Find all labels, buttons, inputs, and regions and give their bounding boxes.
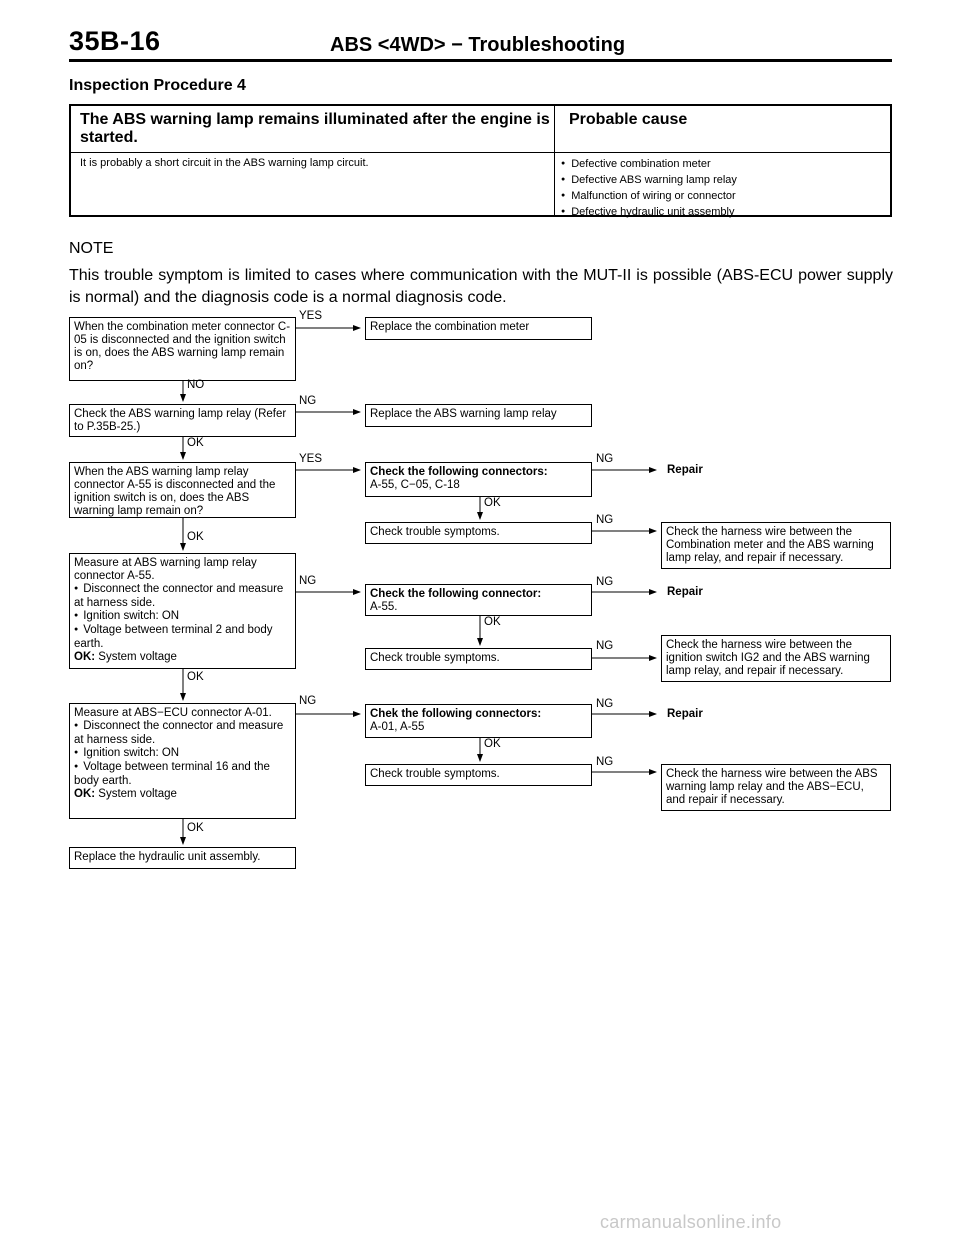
repair-label: Repair	[667, 708, 703, 720]
replace-meter-box: Replace the combination meter	[365, 317, 592, 340]
step5-measure	[69, 703, 296, 819]
check-title: Check the following connector:	[370, 588, 542, 600]
harness-check-box: Check the harness wire between the ABS warning lamp relay and the ABS−ECU, and repair if necessary.	[661, 764, 891, 811]
step1-question: When the combination meter connector C-05 is disconnected and the ignition switch is on, does the ABS warning lamp remain on?	[69, 317, 296, 381]
ok-criterion-label: OK:	[74, 651, 96, 663]
measure-title: Measure at ABS−ECU connector A-01.	[74, 707, 272, 719]
ng-label: NG	[596, 514, 614, 526]
ok-criterion-value: System voltage	[98, 788, 177, 800]
cause-heading: Probable cause	[569, 111, 688, 128]
ng-label: NG	[596, 640, 614, 652]
check-title: Check the following connectors:	[370, 466, 548, 478]
check-symptoms-box: Check trouble symptoms.	[365, 648, 592, 670]
ng-label: NG	[596, 576, 614, 588]
ng-label: NG	[299, 695, 317, 707]
symptom-description: It is probably a short circuit in the ABS warning lamp circuit.	[80, 157, 369, 169]
measure-title: Measure at ABS warning lamp relay connector A-55.	[74, 557, 257, 582]
repair-label: Repair	[667, 464, 703, 476]
measure-item: ● Voltage between terminal 2 and body earth.	[74, 624, 291, 651]
check-symptoms-box: Check trouble symptoms.	[365, 522, 592, 544]
harness-check-box: Check the harness wire between the Combination meter and the ABS warning lamp relay, and repair if necessary.	[661, 522, 891, 569]
yes-label: YES	[299, 310, 323, 322]
cause-item: ● Malfunction of wiring or connector	[561, 189, 737, 205]
repair-label: Repair	[667, 586, 703, 598]
measure-item: ● Voltage between terminal 16 and the body earth.	[74, 761, 291, 788]
replace-hydraulic-unit-box: Replace the hydraulic unit assembly.	[69, 847, 296, 869]
measure-item: ● Disconnect the connector and measure at harness side.	[74, 583, 291, 610]
ok-criterion-label: OK:	[74, 788, 96, 800]
page-number: 35B-16	[69, 26, 161, 56]
ok-label: OK	[187, 531, 204, 543]
ng-label: NG	[596, 756, 614, 768]
step5-check-connectors	[365, 704, 592, 738]
step2-check-relay: Check the ABS warning lamp relay (Refer to P.35B-25.)	[69, 404, 296, 437]
ng-label: NG	[596, 453, 614, 465]
note-label: NOTE	[69, 240, 114, 257]
procedure-title: Inspection Procedure 4	[69, 77, 246, 94]
connector-list: A-55, C−05, C-18	[370, 479, 460, 491]
ok-label: OK	[187, 822, 204, 834]
ok-criterion-value: System voltage	[98, 651, 177, 663]
ok-label: OK	[187, 437, 204, 449]
step4-check-connector	[365, 584, 592, 616]
symptom-heading: The ABS warning lamp remains illuminated after the engine is started.	[80, 111, 550, 146]
measure-item: ● Ignition switch: ON	[74, 747, 291, 761]
note-text: This trouble symptom is limited to cases where communication with the MUT-II is possible (ABS-ECU power supply is normal) and the diagnosis code is a normal diagnosis code.	[69, 267, 893, 306]
ok-label: OK	[484, 738, 501, 750]
ng-label: NG	[299, 395, 317, 407]
watermark: carmanualsonline.info	[600, 1212, 782, 1232]
ok-label: OK	[484, 616, 501, 628]
ok-criterion	[74, 651, 291, 664]
no-label: NO	[187, 379, 205, 391]
measure-item: ● Ignition switch: ON	[74, 610, 291, 624]
step3-question: When the ABS warning lamp relay connector A-55 is disconnected and the ignition switch is on, does the ABS warning lamp remain on?	[69, 462, 296, 518]
yes-label: YES	[299, 453, 323, 465]
page-title: ABS <4WD> − Troubleshooting	[330, 34, 626, 56]
measure-item: ● Disconnect the connector and measure at harness side.	[74, 720, 291, 747]
harness-check-box: Check the harness wire between the ignition switch IG2 and the ABS warning lamp relay, and repair if necessary.	[661, 635, 891, 682]
ok-label: OK	[187, 671, 204, 683]
step4-measure	[69, 553, 296, 669]
cause-item: ● Defective combination meter	[561, 157, 737, 173]
connector-list: A-01, A-55	[370, 721, 425, 733]
ok-label: OK	[484, 497, 501, 509]
check-title: Chek the following connectors:	[370, 708, 542, 720]
replace-relay-box: Replace the ABS warning lamp relay	[365, 404, 592, 427]
cause-item: ● Defective ABS warning lamp relay	[561, 173, 737, 189]
ng-label: NG	[596, 698, 614, 710]
step3-check-connectors	[365, 462, 592, 497]
ok-criterion	[74, 788, 291, 801]
cause-item: ● Defective hydraulic unit assembly	[561, 205, 737, 221]
ng-label: NG	[299, 575, 317, 587]
connector-list: A-55.	[370, 601, 398, 613]
check-symptoms-box: Check trouble symptoms.	[365, 764, 592, 786]
